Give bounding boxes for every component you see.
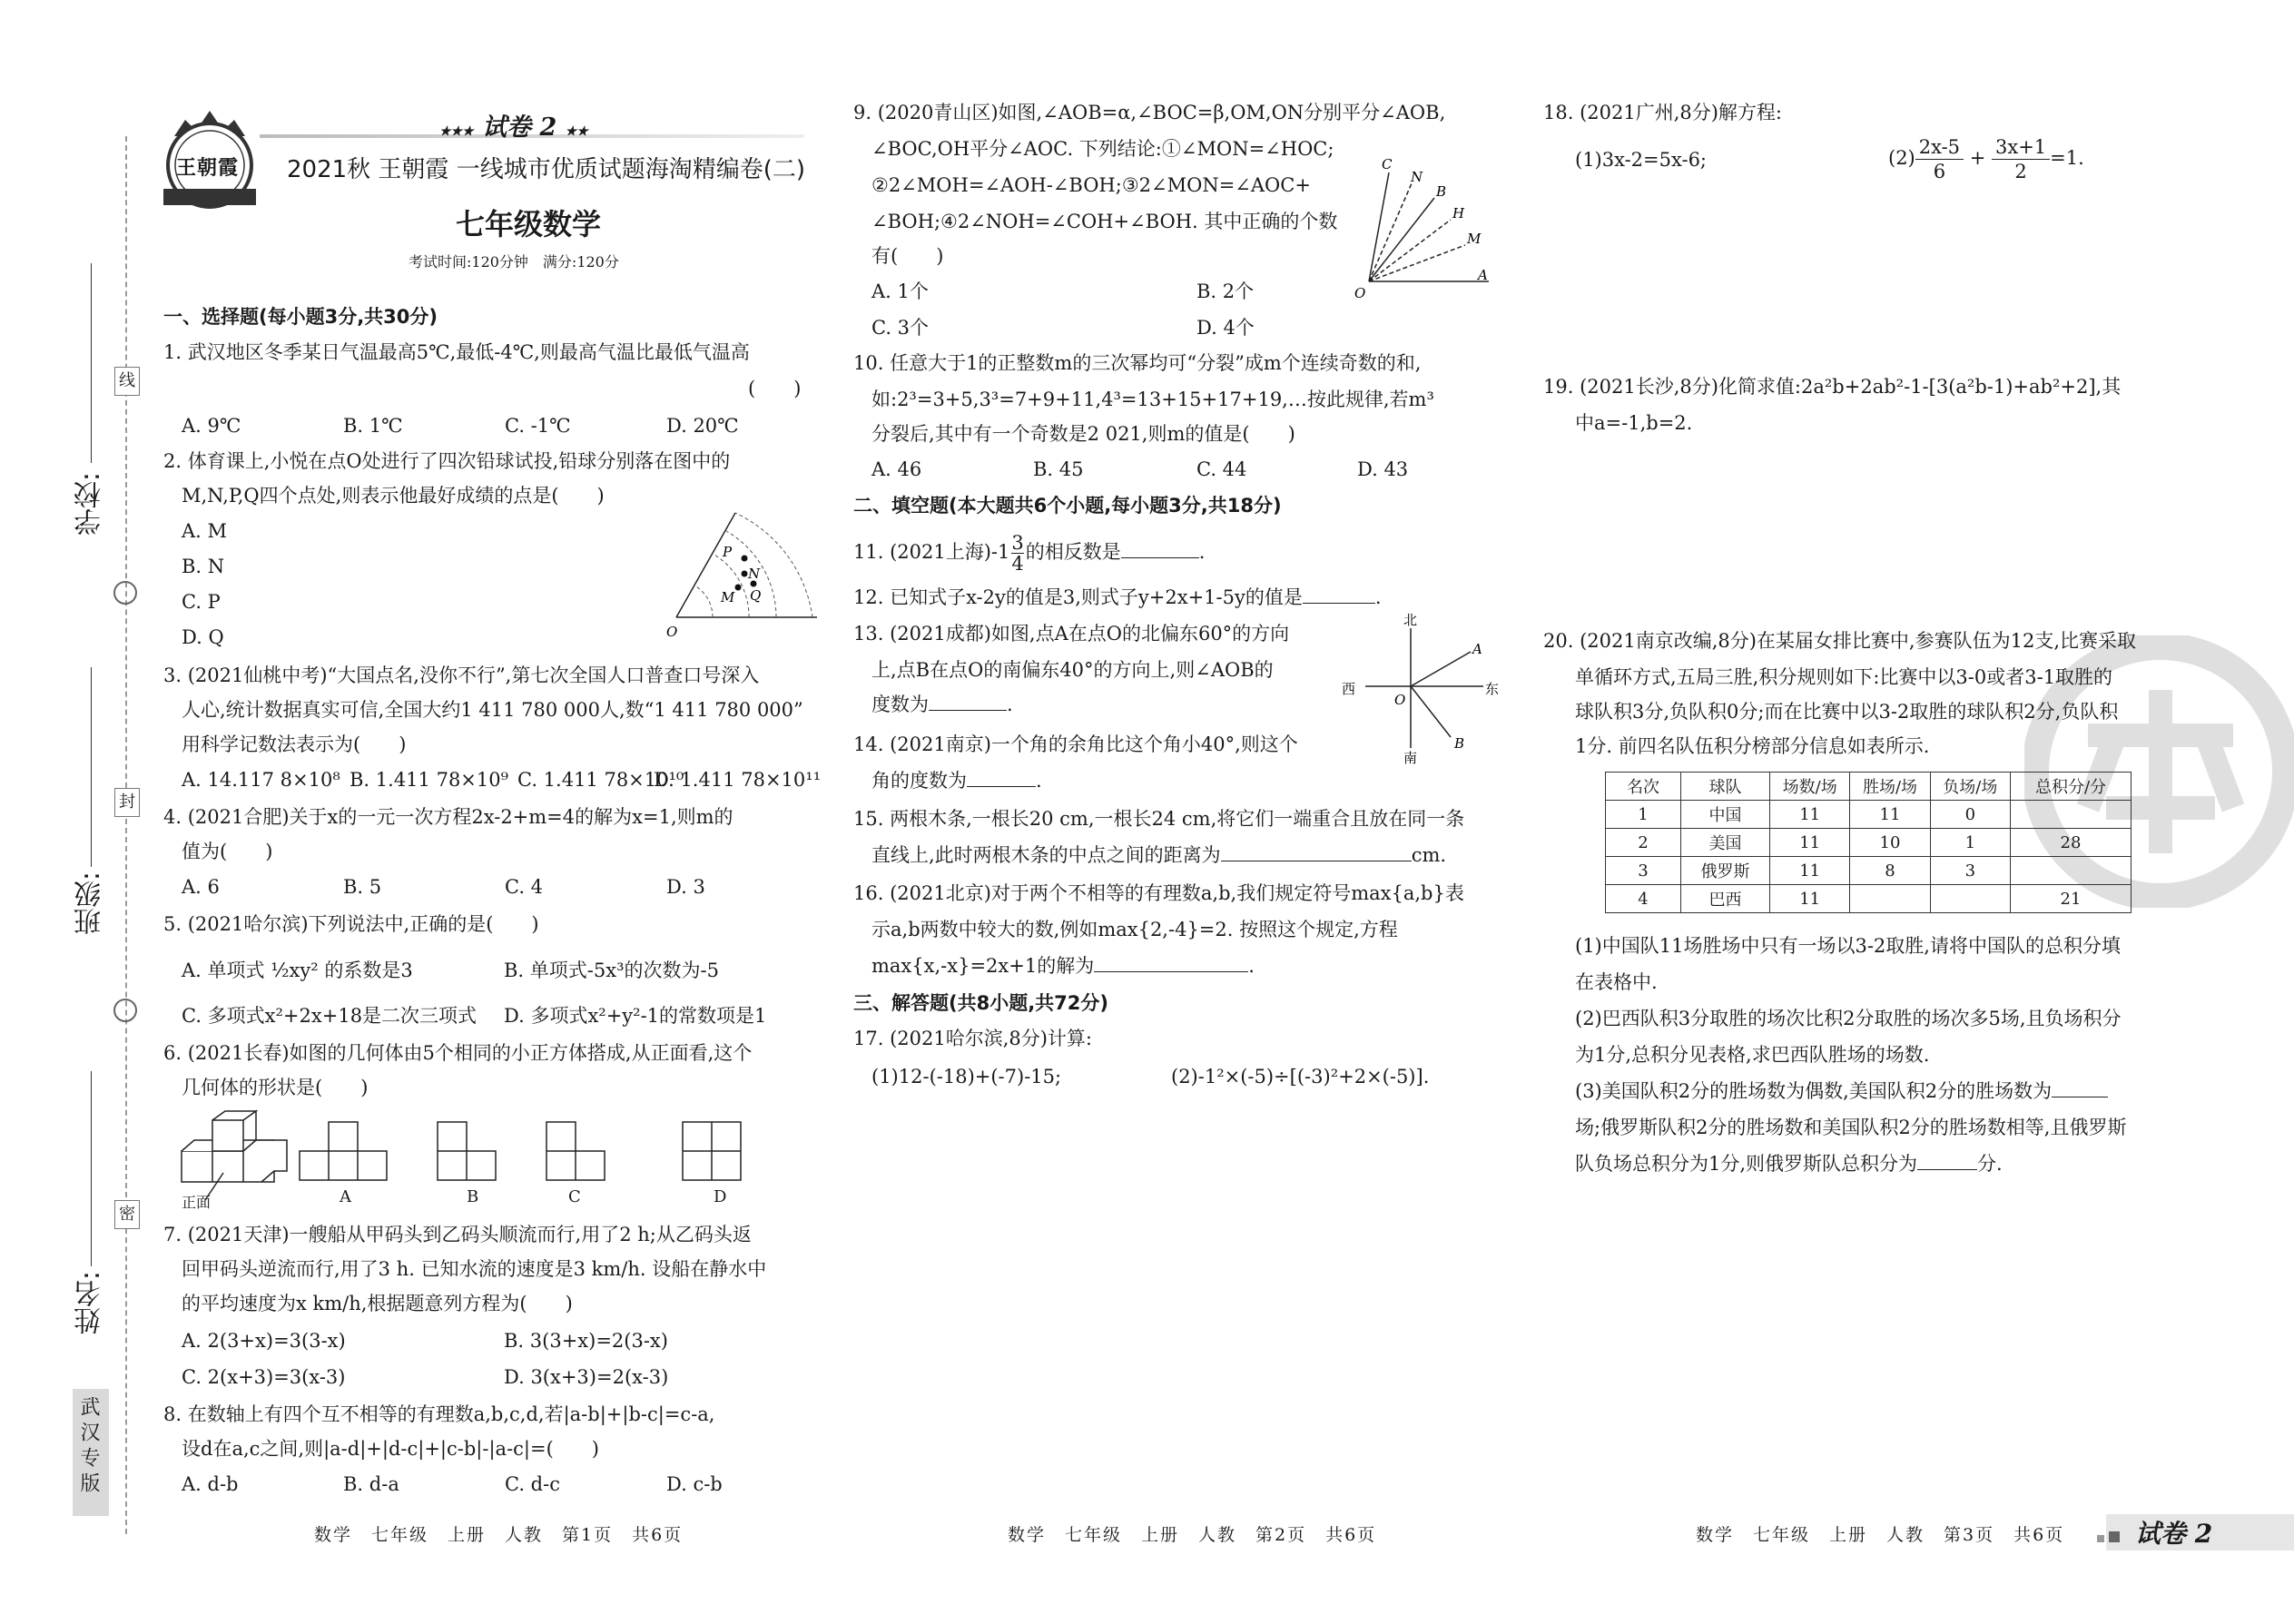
q3-line1: 3. (2021仙桃中考)“大国点名,没你不行”,第七次全国人口普查口号深入 xyxy=(163,664,760,686)
table-row xyxy=(1606,857,2132,885)
q20-part3-text2: 队负场总积分为1分,则俄罗斯队总积分为 xyxy=(1575,1153,1918,1175)
paper-tag-text: 试卷 2 xyxy=(482,113,557,142)
q20-line1: 20. (2021南京改编,8分)在某届女排比赛中,参赛队伍为12支,比赛采取 xyxy=(1543,630,2137,652)
q20-part2-line1: (2)巴西队积3分取胜的场次比积2分取胜的场次多5场,且负场积分 xyxy=(1575,1008,2122,1029)
q3-line3: 用科学记数法表示为( ) xyxy=(182,733,407,755)
class-label: 班级: xyxy=(74,871,106,936)
q8-option-a[interactable]: A. d-b xyxy=(182,1473,239,1495)
q4-option-a[interactable]: A. 6 xyxy=(182,876,220,898)
table-cell: 28 xyxy=(2011,829,2132,857)
footer-squares-icon xyxy=(2097,1529,2120,1546)
q2-option-c[interactable]: C. P xyxy=(182,591,221,613)
q13-line1: 13. (2021成都)如图,点A在点O的北偏东60°的方向 xyxy=(853,623,1290,645)
table-cell: 4 xyxy=(1606,885,1681,913)
q18-fraction1-denominator: 6 xyxy=(1933,161,1946,182)
binding-ring-icon xyxy=(113,999,137,1022)
section-fill-title: 二、填空题(本大题共6个小题,每小题3分,共18分) xyxy=(853,495,1282,517)
q13-line2: 上,点B在点O的南偏东40°的方向上,则∠AOB的 xyxy=(871,659,1274,681)
q20-line3: 球队积3分,负队积0分;而在比赛中以3-2取胜的球队积2分,负队积 xyxy=(1575,701,2119,723)
q2-option-d[interactable]: D. Q xyxy=(182,626,224,648)
table-cell: 美国 xyxy=(1681,829,1770,857)
q18-fraction1 xyxy=(1915,135,1964,183)
table-header: 胜场/场 xyxy=(1850,773,1930,801)
q3-option-a[interactable]: A. 14.117 8×10⁸ xyxy=(182,769,340,791)
table-cell: 11 xyxy=(1850,801,1930,829)
q20-line4: 1分. 前四名队伍积分榜部分信息如表所示. xyxy=(1575,735,1930,757)
q14-line2: 角的度数为 . xyxy=(871,763,1042,799)
q11: 11. (2021上海)-1 $\frac{3}{4}$ 的相反数是 . xyxy=(853,532,1206,575)
q20-part3-text: (3)美国队积2分的胜场数为偶数,美国队积2分的胜场数为 xyxy=(1575,1080,2053,1102)
q19-line2: 中a=-1,b=2. xyxy=(1575,412,1693,434)
q9-angle-figure xyxy=(1353,154,1498,303)
table-cell: 11 xyxy=(1770,857,1850,885)
q16-line3: max{x,-x}=2x+1的解为 . xyxy=(871,948,1255,984)
q18-fraction1-numerator: 2x-5 xyxy=(1915,135,1964,160)
table-cell: 2 xyxy=(1606,829,1681,857)
q9-line3: ②2∠MOH=∠AOH-∠BOH;③2∠MON=∠AOC+ xyxy=(871,174,1311,196)
table-header-row xyxy=(1606,773,2132,801)
binding-ring-icon xyxy=(113,581,137,605)
q15-text: 直线上,此时两根木条的中点之间的距离为 xyxy=(871,844,1221,866)
footer-page3: 数学 七年级 上册 人教 第3页 共6页 xyxy=(1696,1525,2065,1545)
q8-option-d[interactable]: D. c-b xyxy=(666,1473,723,1495)
q18-part2: (2) $\frac{2x-5}{6}$ + $\frac{3x+1}{2}$ =1. xyxy=(1888,136,2084,182)
q14-text: 角的度数为 xyxy=(871,770,967,792)
q12-text: 12. 已知式子x-2y的值是3,则式子y+2x+1-5y的值是 xyxy=(853,586,1303,608)
q6-label-c[interactable]: C xyxy=(568,1187,581,1206)
q9-fig-label-c: C xyxy=(1382,156,1393,172)
table-header: 球队 xyxy=(1681,773,1770,801)
q17-part2: (2)-1²×(-5)÷[(-3)²+2×(-5)]. xyxy=(1171,1066,1430,1088)
q9-option-b[interactable]: B. 2个 xyxy=(1196,281,1255,302)
table-cell: 11 xyxy=(1770,885,1850,913)
q7-option-b[interactable]: B. 3(3+x)=2(3-x) xyxy=(504,1330,668,1352)
section-answer-title: 三、解答题(共8小题,共72分) xyxy=(853,992,1109,1014)
table-row xyxy=(1606,801,2132,829)
q20-part3-blank2[interactable] xyxy=(1917,1146,1977,1170)
q16-line2: 示a,b两数中较大的数,例如max{2,-4}=2. 按照这个规定,方程 xyxy=(871,919,1398,940)
q6-label-b[interactable]: B xyxy=(467,1187,479,1206)
q13-text: 度数为 xyxy=(871,694,929,715)
q9-fig-label-n: N xyxy=(1411,169,1423,185)
q12-answer-blank[interactable] xyxy=(1303,579,1375,604)
q9-line1: 9. (2020青山区)如图,∠AOB=α,∠BOC=β,OM,ON分别平分∠AOB, xyxy=(853,102,1446,123)
table-header: 总积分/分 xyxy=(2011,773,2132,801)
q13-compass-figure xyxy=(1338,612,1501,770)
q7-line1: 7. (2021天津)一艘船从甲码头到乙码头顺流而行,用了2 h;从乙码头返 xyxy=(163,1224,752,1245)
q9-fig-label-m: M xyxy=(1467,231,1482,247)
q13-fig-east: 东 xyxy=(1485,681,1500,697)
q9-line5: 有( ) xyxy=(871,245,944,267)
paper-tag xyxy=(439,107,588,143)
table-cell: 1 xyxy=(1606,801,1681,829)
star-icon: ★★ xyxy=(565,124,588,139)
q11-denominator: 4 xyxy=(1011,553,1024,575)
q10-option-a[interactable]: A. 46 xyxy=(871,458,922,480)
q9-fig-label-h: H xyxy=(1452,205,1465,221)
svg-text:N: N xyxy=(748,566,761,582)
q15-answer-blank[interactable] xyxy=(1221,837,1412,861)
footer-page2: 数学 七年级 上册 人教 第2页 共6页 xyxy=(1008,1525,1377,1545)
table-cell: 11 xyxy=(1770,801,1850,829)
q2-option-a[interactable]: A. M xyxy=(182,520,228,542)
q9-line4: ∠BOH;④2∠NOH=∠COH+∠BOH. 其中正确的个数 xyxy=(871,211,1338,232)
series-title: 2021秋 王朝霞 一线城市优质试题海淘精编卷(二) xyxy=(287,156,805,183)
q18-fraction2 xyxy=(1992,135,2050,183)
q6-label-front: 正面 xyxy=(182,1194,212,1211)
footer-tag: 试卷 2 xyxy=(2135,1519,2213,1549)
q9-option-a[interactable]: A. 1个 xyxy=(871,281,929,302)
exam-info: 考试时间:120分钟 满分:120分 xyxy=(409,253,619,271)
q1-option-a[interactable]: A. 9℃ xyxy=(182,415,241,437)
q20-part3-end: 分. xyxy=(1977,1153,2003,1175)
q10-line2: 如:2³=3+5,3³=7+9+11,4³=13+15+17+19,…按此规律,若m³ xyxy=(871,389,1434,410)
q7-line2: 回甲码头逆流而行,用了3 h. 已知水流的速度是3 km/h. 设船在静水中 xyxy=(182,1258,767,1280)
table-cell-blank[interactable] xyxy=(1850,885,1930,913)
q18-part2-label: (2) xyxy=(1888,147,1915,169)
brand-logo xyxy=(156,102,263,211)
school-field[interactable] xyxy=(91,263,92,463)
subject-title: 七年级数学 xyxy=(456,207,602,241)
table-cell-blank[interactable] xyxy=(2011,857,2132,885)
q8-line1: 8. 在数轴上有四个互不相等的有理数a,b,c,d,若|a-b|+|b-c|=c-a, xyxy=(163,1403,715,1425)
q13-fig-north: 北 xyxy=(1403,612,1418,628)
q17-part1: (1)12-(-18)+(-7)-15; xyxy=(871,1066,1062,1088)
q1-line1: 1. 武汉地区冬季某日气温最高5℃,最低-4℃,则最高气温比最低气温高 xyxy=(163,341,750,363)
q1-option-c[interactable]: C. -1℃ xyxy=(505,415,571,437)
q6-cubes-figure xyxy=(178,1109,795,1213)
table-cell: 21 xyxy=(2011,885,2132,913)
q5-option-a[interactable]: A. 单项式 ½xy² 的系数是3 xyxy=(182,960,413,981)
table-row xyxy=(1606,829,2132,857)
q11-text-end: 的相反数是 xyxy=(1025,541,1121,563)
q18-part1: (1)3x-2=5x-6; xyxy=(1575,149,1708,171)
q20-part3-line3 xyxy=(1575,1146,2003,1182)
table-cell: 中国 xyxy=(1681,801,1770,829)
table-cell: 俄罗斯 xyxy=(1681,857,1770,885)
q14-line1: 14. (2021南京)一个角的余角比这个角小40°,则这个 xyxy=(853,733,1298,755)
q13-fig-west: 西 xyxy=(1342,681,1356,697)
q11-text: 11. (2021上海)-1 xyxy=(853,541,1010,563)
logo-text: 王朝霞 xyxy=(176,156,240,180)
q2-line2: M,N,P,Q四个点处,则表示他最好成绩的点是( ) xyxy=(182,485,605,507)
q13-fig-label-o: O xyxy=(1394,692,1406,708)
q4-option-c[interactable]: C. 4 xyxy=(505,876,544,898)
table-cell-blank[interactable] xyxy=(2011,801,2132,829)
svg-text:P: P xyxy=(723,544,733,560)
table-cell: 3 xyxy=(1930,857,2010,885)
q6-line2: 几何体的形状是( ) xyxy=(182,1077,369,1098)
q10-line1: 10. 任意大于1的正整数m的三次幂均可“分裂”成m个连续奇数的和, xyxy=(853,352,1422,374)
q20-part3-line2: 场;俄罗斯队积2分的胜场数和美国队积2分的胜场数相等,且俄罗斯 xyxy=(1575,1117,2127,1138)
q3-option-b[interactable]: B. 1.411 78×10⁹ xyxy=(350,769,509,791)
q18-line1: 18. (2021广州,8分)解方程: xyxy=(1543,102,1783,123)
q15-line1: 15. 两根木条,一根长20 cm,一根长24 cm,将它们一端重合且放在同一条 xyxy=(853,808,1465,830)
section-choice-title: 一、选择题(每小题3分,共30分) xyxy=(163,306,438,328)
q4-option-b[interactable]: B. 5 xyxy=(343,876,382,898)
q18-part2-end: =1. xyxy=(2050,147,2084,169)
q6-label-a[interactable]: A xyxy=(340,1187,351,1206)
svg-text:O: O xyxy=(666,624,678,640)
binding-dashed-line xyxy=(125,136,127,1534)
table-cell: 10 xyxy=(1850,829,1930,857)
q16-text: max{x,-x}=2x+1的解为 xyxy=(871,955,1095,977)
q13-fig-label-b: B xyxy=(1454,735,1465,752)
q13-fig-south: 南 xyxy=(1403,750,1418,766)
q1-option-b[interactable]: B. 1℃ xyxy=(343,415,403,437)
q2-shotput-figure xyxy=(663,504,826,644)
q12: 12. 已知式子x-2y的值是3,则式子y+2x+1-5y的值是 . xyxy=(853,579,1382,615)
q13-fig-label-a: A xyxy=(1472,641,1482,657)
q8-option-b[interactable]: B. d-a xyxy=(343,1473,399,1495)
table-cell: 8 xyxy=(1850,857,1930,885)
star-icon: ★★★ xyxy=(439,124,474,139)
q5-option-d[interactable]: D. 多项式x²+y²-1的常数项是1 xyxy=(504,1005,767,1027)
svg-text:Q: Q xyxy=(750,587,762,604)
q5-option-c[interactable]: C. 多项式x²+2x+18是二次三项式 xyxy=(182,1005,478,1027)
edition-text: 武汉专版 xyxy=(77,1396,100,1498)
q15-unit: cm. xyxy=(1411,844,1447,866)
q3-option-d[interactable]: D. 1.411 78×10¹¹ xyxy=(654,769,822,791)
q3-line2: 人心,统计数据真实可信,全国大约1 411 780 000人,数“1 411 780 000” xyxy=(182,699,803,721)
q1-option-d[interactable]: D. 20℃ xyxy=(666,415,739,437)
q9-fig-label-a: A xyxy=(1478,267,1488,283)
class-field[interactable] xyxy=(91,667,92,867)
q11-fraction xyxy=(1011,533,1023,574)
q2-line1: 2. 体育课上,小悦在点O处进行了四次铅球试投,铅球分别落在图中的 xyxy=(163,450,731,472)
q2-option-b[interactable]: B. N xyxy=(182,556,225,577)
q4-line2: 值为( ) xyxy=(182,841,273,862)
table-cell-blank[interactable] xyxy=(1930,885,2010,913)
q11-numerator: 3 xyxy=(1011,532,1024,554)
q4-option-d[interactable]: D. 3 xyxy=(666,876,705,898)
school-label: 学校: xyxy=(74,472,106,536)
name-field[interactable] xyxy=(91,1071,92,1266)
q20-part2-line2: 为1分,总积分见表格,求巴西队胜场的场数. xyxy=(1575,1044,1930,1066)
table-header: 负场/场 xyxy=(1930,773,2010,801)
table-row xyxy=(1606,885,2132,913)
q16-answer-blank[interactable] xyxy=(1094,948,1248,972)
q9-fig-label-b: B xyxy=(1436,183,1447,200)
q13-line3: 度数为 . xyxy=(871,686,1013,723)
q7-option-a[interactable]: A. 2(3+x)=3(3-x) xyxy=(182,1330,346,1352)
q6-label-d[interactable]: D xyxy=(714,1187,727,1206)
q20-part1-line1: (1)中国队11场胜场中只有一场以3-2取胜,请将中国队的总积分填 xyxy=(1575,935,2121,957)
q20-part3-line1 xyxy=(1575,1073,2108,1109)
q10-option-c[interactable]: C. 44 xyxy=(1196,458,1247,480)
q17-line1: 17. (2021哈尔滨,8分)计算: xyxy=(853,1028,1093,1049)
q7-option-d[interactable]: D. 3(x+3)=2(x-3) xyxy=(504,1366,669,1388)
q11-answer-blank[interactable] xyxy=(1121,534,1199,558)
q14-answer-blank[interactable] xyxy=(967,763,1036,787)
q5-line1: 5. (2021哈尔滨)下列说法中,正确的是( ) xyxy=(163,913,539,935)
footer-page1: 数学 七年级 上册 人教 第1页 共6页 xyxy=(314,1525,684,1545)
standings-table xyxy=(1605,772,2132,913)
q20-part3-blank1[interactable] xyxy=(2052,1073,2108,1097)
q10-option-d[interactable]: D. 43 xyxy=(1357,458,1409,480)
table-cell: 巴西 xyxy=(1681,885,1770,913)
q8-option-c[interactable]: C. d-c xyxy=(505,1473,560,1495)
q9-option-d[interactable]: D. 4个 xyxy=(1196,317,1255,339)
q20-part1-line2: 在表格中. xyxy=(1575,971,1658,993)
edition-box xyxy=(73,1389,109,1516)
q18-fraction2-denominator: 2 xyxy=(2014,161,2027,182)
table-cell: 3 xyxy=(1606,857,1681,885)
q13-answer-blank[interactable] xyxy=(929,686,1007,711)
q9-line2: ∠BOC,OH平分∠AOC. 下列结论:①∠MON=∠HOC; xyxy=(871,138,1334,160)
seal-word-feng: 封 xyxy=(114,788,140,817)
table-cell: 1 xyxy=(1930,829,2010,857)
q8-line2: 设d在a,c之间,则|a-d|+|d-c|+|c-b|-|a-c|=( ) xyxy=(182,1438,599,1460)
q20-line2: 单循环方式,五局三胜,积分规则如下:比赛中以3-0或者3-1取胜的 xyxy=(1575,666,2113,688)
q15-line2 xyxy=(871,837,1446,873)
q5-option-b[interactable]: B. 单项式-5x³的次数为-5 xyxy=(504,960,719,981)
q4-line1: 4. (2021合肥)关于x的一元一次方程2x-2+m=4的解为x=1,则m的 xyxy=(163,806,733,828)
table-header: 场数/场 xyxy=(1770,773,1850,801)
q19-line1: 19. (2021长沙,8分)化简求值:2a²b+2ab²-1-[3(a²b-1)+ab²+2],其 xyxy=(1543,376,2122,398)
q16-line1: 16. (2021北京)对于两个不相等的有理数a,b,我们规定符号max{a,b}表 xyxy=(853,882,1464,904)
q9-option-c[interactable]: C. 3个 xyxy=(871,317,930,339)
q18-fraction2-numerator: 3x+1 xyxy=(1992,135,2050,160)
q10-option-b[interactable]: B. 45 xyxy=(1033,458,1084,480)
q7-line3: 的平均速度为x km/h,根据题意列方程为( ) xyxy=(182,1293,573,1314)
table-cell: 0 xyxy=(1930,801,2010,829)
seal-word-xian: 线 xyxy=(114,367,140,396)
q3-option-c[interactable]: C. 1.411 78×10¹⁰ xyxy=(517,769,684,791)
q7-option-c[interactable]: C. 2(x+3)=3(x-3) xyxy=(182,1366,346,1388)
q1-answer-bracket[interactable]: ( ) xyxy=(748,378,802,399)
q6-line1: 6. (2021长春)如图的几何体由5个相同的小正方体搭成,从正面看,这个 xyxy=(163,1042,753,1064)
q9-fig-label-o: O xyxy=(1354,285,1366,300)
table-cell: 11 xyxy=(1770,829,1850,857)
svg-text:M: M xyxy=(721,589,735,605)
table-header: 名次 xyxy=(1606,773,1681,801)
q10-line3: 分裂后,其中有一个奇数是2 021,则m的值是( ) xyxy=(871,423,1295,445)
seal-word-mi: 密 xyxy=(114,1200,140,1229)
name-label: 姓名: xyxy=(74,1271,106,1335)
